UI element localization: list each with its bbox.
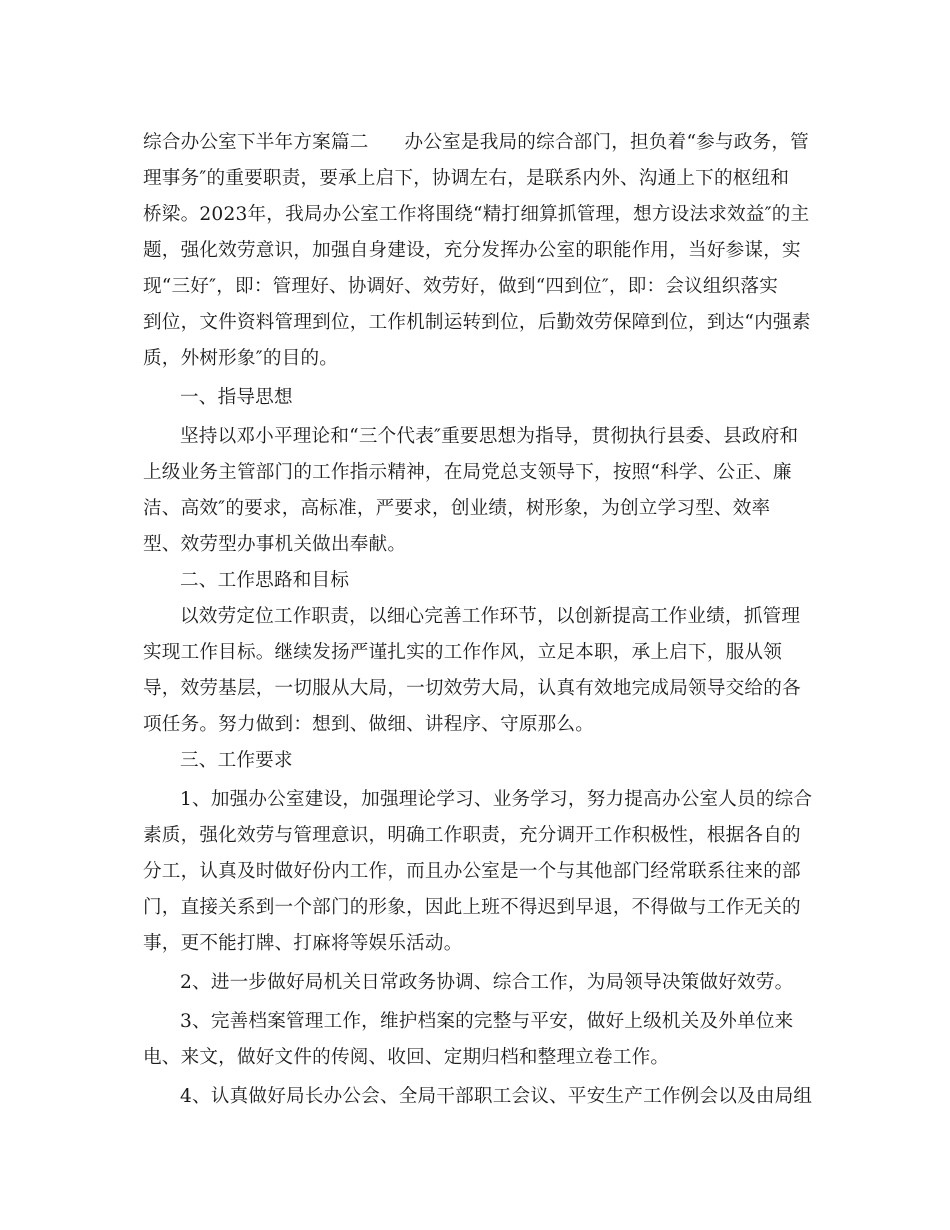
section3-item3-line-1: 3、完善档案管理工作，维护档案的完整与平安，做好上级机关及外单位来 bbox=[180, 1011, 794, 1032]
section3-item1-line-4: 门，直接关系到一个部门的形象，因此上班不得迟到早退，不得做与工作无关的 bbox=[143, 897, 801, 918]
section1-line-3: 洁、高效″的要求，高标准，严要求，创业绩，树形象，为创立学习型、效率 bbox=[143, 498, 771, 519]
section3-heading: 三、工作要求 bbox=[180, 750, 293, 771]
intro-line-5: 现“三好″，即：管理好、协调好、效劳好，做到“四到位″，即：会议组织落实 bbox=[143, 276, 779, 297]
section2-line-2: 实现工作目标。继续发扬严谨扎实的工作作风，立足本职，承上启下，服从领 bbox=[143, 642, 782, 663]
intro-line-3: 桥梁。2023年，我局办公室工作将围绕“精打细算抓管理，想方设法求效益″的主 bbox=[143, 204, 810, 225]
section3-item3-line-2: 电、来文，做好文件的传阅、收回、定期归档和整理立卷工作。 bbox=[143, 1047, 670, 1068]
intro-line-4: 题，强化效劳意识，加强自身建设，充分发挥办公室的职能作用，当好参谋，实 bbox=[143, 240, 801, 261]
intro-line-6: 到位，文件资料管理到位，工作机制运转到位，后勤效劳保障到位，到达“内强素 bbox=[143, 312, 811, 333]
section1-heading: 一、指导思想 bbox=[180, 387, 293, 408]
document-title: 综合办公室下半年方案篇二 bbox=[143, 132, 369, 153]
section1-line-2: 上级业务主管部门的工作指示精神，在局党总支领导下，按照“科学、公正、廉 bbox=[143, 462, 792, 483]
section1-line-1: 坚持以邓小平理论和“三个代表″重要思想为指导，贯彻执行县委、县政府和 bbox=[180, 426, 799, 447]
section1-line-4: 型、效劳型办事机关做出奉献。 bbox=[143, 534, 407, 555]
section2-line-1: 以效劳定位工作职责，以细心完善工作环节，以创新提高工作业绩，抓管理 bbox=[180, 606, 801, 627]
section2-line-3: 导，效劳基层，一切服从大局，一切效劳大局，认真有效地完成局领导交给的各 bbox=[143, 678, 801, 699]
section2-heading: 二、工作思路和目标 bbox=[180, 570, 350, 591]
intro-line-1-text: 办公室是我局的综合部门，担负着“参与政务，管 bbox=[404, 132, 809, 153]
section3-item1-line-2: 素质，强化效劳与管理意识，明确工作职责，充分调开工作积极性，根据各自的 bbox=[143, 825, 801, 846]
section3-item4: 4、认真做好局长办公会、全局干部职工会议、平安生产工作例会以及由局组 bbox=[180, 1086, 813, 1107]
intro-line-1 bbox=[143, 131, 809, 155]
section3-item1-line-5: 事，更不能打牌、打麻将等娱乐活动。 bbox=[143, 933, 463, 954]
section2-line-4: 项任务。努力做到：想到、做细、讲程序、守原那么。 bbox=[143, 714, 595, 735]
intro-line-7: 质，外树形象″的目的。 bbox=[143, 348, 339, 369]
section3-item1-line-3: 分工，认真及时做好份内工作，而且办公室是一个与其他部门经常联系往来的部 bbox=[143, 861, 801, 882]
section3-item1-line-1: 1、加强办公室建设，加强理论学习、业务学习，努力提高办公室人员的综合 bbox=[180, 789, 813, 810]
intro-line-2: 理事务″的重要职责，要承上启下，协调左右，是联系内外、沟通上下的枢纽和 bbox=[143, 168, 790, 189]
section3-item2: 2、进一步做好局机关日常政务协调、综合工作，为局领导决策做好效劳。 bbox=[180, 972, 794, 993]
